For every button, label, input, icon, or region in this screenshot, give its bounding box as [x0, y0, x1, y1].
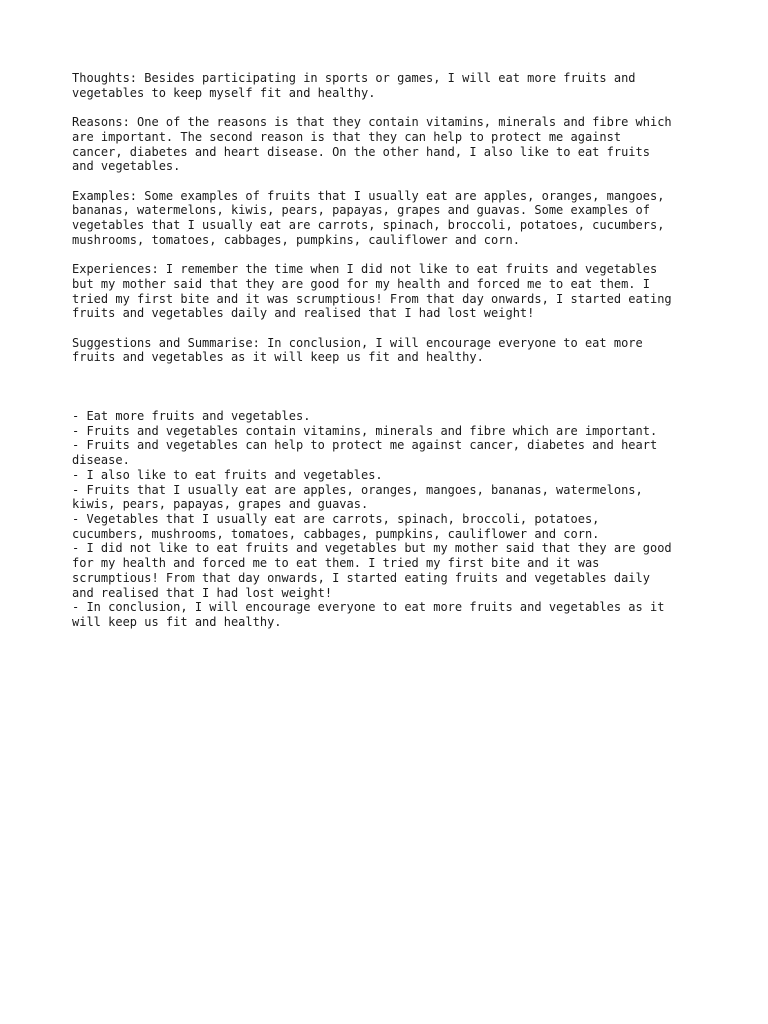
bullet-item: - Fruits that I usually eat are apples, oranges, mangoes, bananas, watermelons, kiwis, pears, papayas, grapes and guavas. [72, 482, 643, 512]
section-gap [72, 380, 712, 409]
bullet-item: - Fruits and vegetables contain vitamins, minerals and fibre which are important. [72, 423, 658, 438]
paragraph-experiences: Experiences: I remember the time when I did not like to eat fruits and vegetables but my mother said that they are good for my health and forced me to eat them. I tried my first bite and it was scrumptious! From that day onwards, I started eating fruits and vegetables daily and realised that I had lost weight! [72, 262, 672, 321]
bullet-item: - Vegetables that I usually eat are carrots, spinach, broccoli, potatoes, cucumbers, mushrooms, tomatoes, cabbages, pumpkins, cauliflower and corn. [72, 512, 600, 541]
paragraph-examples: Examples: Some examples of fruits that I usually eat are apples, oranges, mangoes, bananas, watermelons, kiwis, pears, papayas, grapes and guavas. Some examples of vegetables that I usually eat are carrots, spinach, broccoli, potatoes, cucumbers, mushrooms, tomatoes, cabbages, pumpkins, cauliflower and corn. [72, 188, 665, 247]
paragraph-thoughts: Thoughts: Besides participating in sports or games, I will eat more fruits and vegetables to keep myself fit and healthy. [72, 71, 636, 100]
bullet-item: - Fruits and vegetables can help to protect me against cancer, diabetes and heart disease. [72, 438, 658, 468]
bullet-item: - I did not like to eat fruits and vegetables but my mother said that they are good for my health and forced me to eat them. I tried my first bite and it was scrumptious! From that day onwards, I started eating fruits and vegetables daily and realised that I had lost weight! [72, 541, 672, 600]
document-page [72, 71, 712, 630]
paragraph-reasons: Reasons: One of the reasons is that they contain vitamins, minerals and fibre which are important. The second reason is that they can help to protect me against cancer, diabetes and heart disease. On the other hand, I also like to eat fruits and vegetables. [72, 115, 672, 174]
bullet-item: - Eat more fruits and vegetables. [72, 409, 311, 424]
bullet-item: - I also like to eat fruits and vegetables. [72, 467, 383, 482]
paragraph-suggestions: Suggestions and Summarise: In conclusion, I will encourage everyone to eat more fruits and vegetables as it will keep us fit and healthy. [72, 335, 643, 365]
bullet-item: - In conclusion, I will encourage everyone to eat more fruits and vegetables as it will keep us fit and healthy. [72, 600, 665, 629]
summary-bullet-list [72, 409, 712, 630]
